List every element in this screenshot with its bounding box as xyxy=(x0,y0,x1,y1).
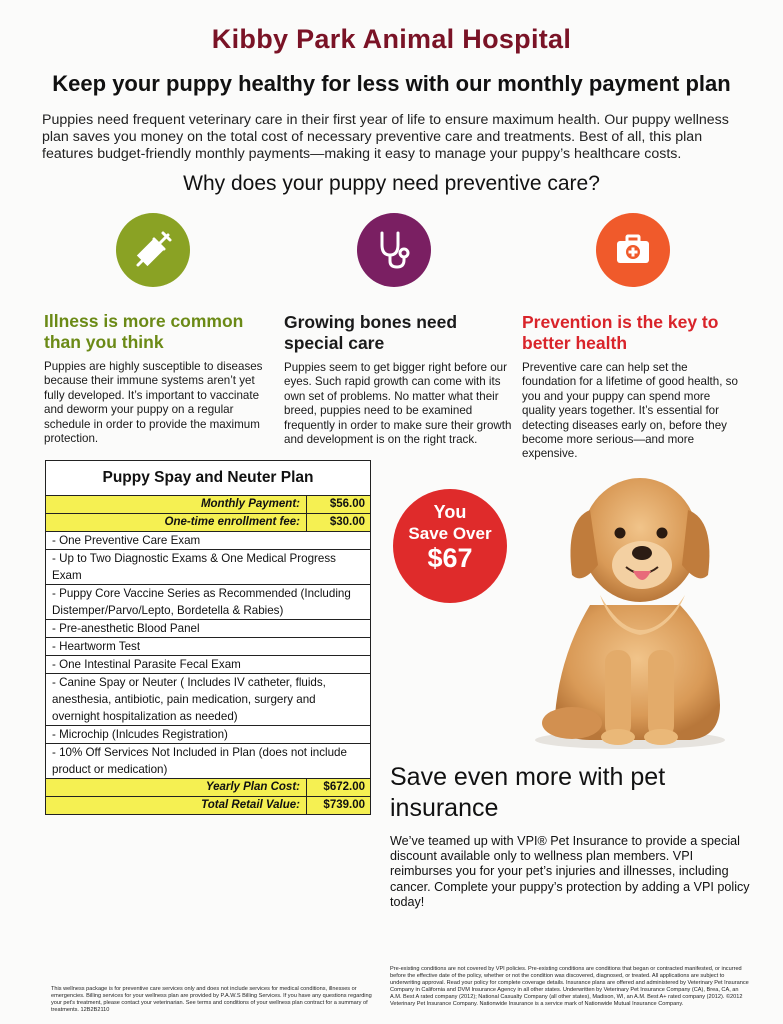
syringe-icon xyxy=(116,213,190,287)
plan-price-label: One-time enrollment fee: xyxy=(164,516,300,528)
plan-total-value: $672.00 xyxy=(306,779,370,796)
plan-item: - One Intestinal Parasite Fecal Exam xyxy=(46,656,370,674)
column-text-prevention: Preventive care can help set the foundation for a lifetime of good health, so you and your puppy can spend more quality years together. It’s essential for detecting diseases early on, before they become more serious—and more expensive. xyxy=(522,361,738,461)
insurance-text: We’ve teamed up with VPI® Pet Insurance to provide a special discount available only to wellness plan members. VPI reimburses you for your pet’s injuries and illnesses, including cancer. Complete your puppy’s protection by adding a VPI policy today! xyxy=(390,834,750,909)
savings-line-2: Save Over xyxy=(408,524,492,543)
plan-total-label: Total Retail Value: xyxy=(201,799,300,811)
puppy-image xyxy=(520,455,750,755)
savings-line-1: You xyxy=(433,502,467,522)
plan-price-row xyxy=(46,496,370,514)
plan-item: - Microchip (Inlcudes Registration) xyxy=(46,726,370,744)
stethoscope-icon xyxy=(357,213,431,287)
plan-price-value: $56.00 xyxy=(306,496,370,513)
intro-paragraph: Puppies need frequent veterinary care in their first year of life to ensure maximum health. Our puppy wellness plan saves you money on the total cost of necessary preventive care and treatments. Best of all, this plan features budget-friendly monthly payments—making it easy to manage your puppy’s healthcare costs. xyxy=(42,112,729,162)
plan-table xyxy=(45,460,371,815)
column-text-illness: Puppies are highly susceptible to diseases because their immune systems aren’t yet fully developed. It’s important to vaccinate and deworm your puppy on a regular schedule in order to provide the maximum protection. xyxy=(44,360,263,446)
plan-item: - Puppy Core Vaccine Series as Recommended (Including Distemper/Parvo/Lepto, Bordetella & Rabies) xyxy=(46,585,370,620)
plan-total-row xyxy=(46,797,370,814)
first-aid-kit-icon xyxy=(596,213,670,287)
savings-amount: $67 xyxy=(427,543,473,573)
plan-total-label: Yearly Plan Cost: xyxy=(205,781,300,793)
plan-price-value: $30.00 xyxy=(306,514,370,531)
hospital-title: Kibby Park Animal Hospital xyxy=(211,24,572,54)
plan-price-row xyxy=(46,514,370,532)
plan-total-row xyxy=(46,779,370,797)
plan-item: - One Preventive Care Exam xyxy=(46,532,370,550)
savings-badge xyxy=(393,489,507,603)
plan-item: - Heartworm Test xyxy=(46,638,370,656)
plan-item: - Up to Two Diagnostic Exams & One Medical Progress Exam xyxy=(46,550,370,585)
column-text-bones: Puppies seem to get bigger right before our eyes. Such rapid growth can come with its own set of problems. No matter what their breed, puppies need to be examined frequently in order to make sure their growth and development is on the right track. xyxy=(284,361,512,447)
plan-total-value: $739.00 xyxy=(306,797,370,814)
why-heading: Why does your puppy need preventive care? xyxy=(183,172,600,195)
plan-price-label: Monthly Payment: xyxy=(200,498,300,510)
plan-item: - Pre-anesthetic Blood Panel xyxy=(46,620,370,638)
fine-print-wellness: This wellness package is for preventive care services only and does not include services for medical conditions, illnesses or emergencies. Billing services for your wellness plan are provided by P.A.W.S Billing Services. If you have any questions regarding your pet's treatment, please contact your veterinarian. See terms and conditions of your wellness plan contract for a summary of treatments. 12B2B2110 xyxy=(51,986,372,1013)
column-heading-illness: Illness is more common than you think xyxy=(44,311,244,352)
fine-print-insurance: Pre-existing conditions are not covered by VPI policies. Pre-existing conditions are conditions that began or contracted manifested, or incurred before the effective date of the policy, whether or not the condition was discovered, diagnosed, or treated. All applications are subject to underwriting approval. Read your policy for complete coverage details. Insurance plans are offered and administered by Veterinary Pet Insurance Company in California and DVM Insurance Agency in all other states. Underwritten by Veterinary Pet Insurance Company (CA), Brea, CA, an A.M. Best A rated company (2012); National Casualty Company (all other states), Madison, WI, an A.M. Best A+ rated company (2012). ©2012 Veterinary Pet Insurance Company. Nationwide Insurance is a service mark of Nationwide Mutual Insurance Company. xyxy=(390,966,749,1007)
page-headline: Keep your puppy healthy for less with our monthly payment plan xyxy=(52,71,731,96)
insurance-heading: Save even more with pet insurance xyxy=(390,763,666,822)
plan-title: Puppy Spay and Neuter Plan xyxy=(46,461,370,496)
plan-item: - 10% Off Services Not Included in Plan (does not include product or medication) xyxy=(46,744,370,779)
column-heading-prevention: Prevention is the key to better health xyxy=(522,312,719,353)
column-heading-bones: Growing bones need special care xyxy=(284,312,458,353)
plan-item: - Canine Spay or Neuter ( Includes IV catheter, fluids, anesthesia, antibiotic, pain medication, surgery and overnight hospitalization as needed) xyxy=(46,674,370,726)
